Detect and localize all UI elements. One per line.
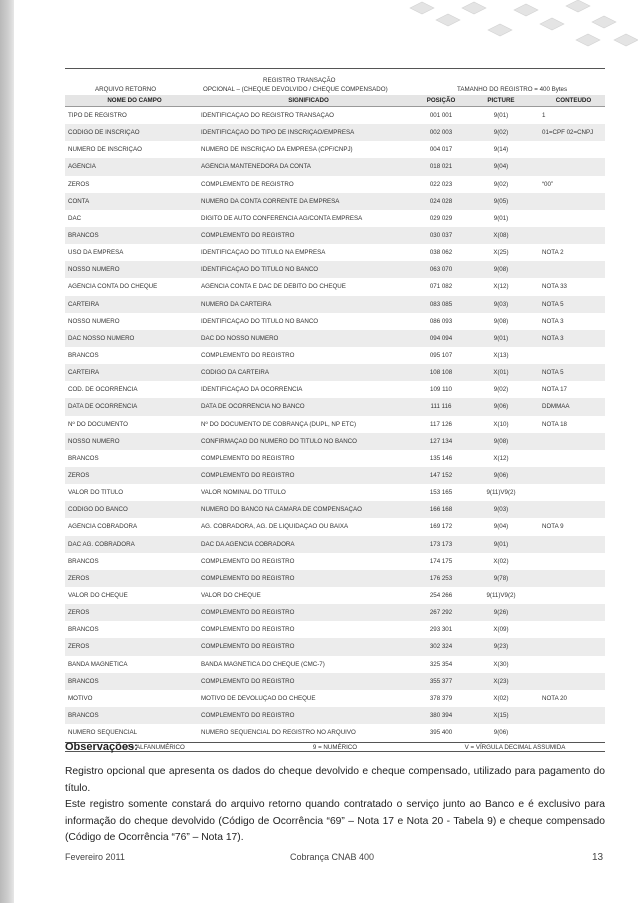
field-picture: 9(03)	[493, 300, 509, 308]
field-position: 117 126	[430, 420, 452, 428]
table-row	[65, 210, 605, 227]
field-position: 293 301	[429, 626, 453, 634]
field-name: CARTEIRA	[68, 369, 100, 377]
field-position: 108 108	[429, 369, 453, 377]
field-picture: X(02)	[493, 694, 509, 702]
field-meaning: COMPLEMENTO DO REGISTRO	[201, 626, 295, 634]
field-picture: 9(02)	[493, 386, 509, 394]
table-row	[65, 193, 605, 210]
table-row	[65, 587, 605, 604]
field-content: NOTA 20	[542, 694, 567, 702]
field-name: MOTIVO	[68, 694, 93, 702]
field-name: CARTEIRA	[68, 300, 100, 308]
field-meaning: MOTIVO DE DEVOLUÇÃO DO CHEQUE	[201, 694, 316, 702]
field-meaning: IDENTIFICAÇÃO DO REGISTRO TRANSAÇÃO	[201, 112, 334, 120]
legend-virgula: V = VÍRGULA DECIMAL ASSUMIDA	[464, 743, 566, 751]
col-nome-campo: NOME DO CAMPO	[107, 97, 162, 104]
footer-date: Fevereiro 2011	[65, 852, 125, 862]
table-header-block	[65, 68, 605, 95]
field-name: CÓDIGO DE INSCRIÇÃO	[68, 129, 140, 137]
field-position: 086 093	[429, 317, 453, 325]
field-name: AGÊNCIA COBRADORA	[68, 523, 138, 531]
field-name: NOSSO NÚMERO	[68, 437, 120, 445]
field-name: ZEROS	[68, 574, 90, 582]
field-picture: 9(08)	[493, 266, 509, 274]
field-meaning: COMPLEMENTO DO REGISTRO	[201, 609, 295, 617]
field-content: NOTA 3	[542, 334, 564, 342]
field-name: ZEROS	[68, 643, 90, 651]
field-name: ZEROS	[68, 180, 90, 188]
field-name: BRANCOS	[68, 352, 99, 360]
field-name: BRANCOS	[68, 677, 99, 685]
field-picture: X(09)	[493, 626, 509, 634]
field-name: BANDA MAGNÉTICA	[68, 660, 128, 668]
field-name: AGÊNCIA	[68, 163, 96, 171]
field-content: 1	[542, 112, 546, 120]
observacoes-paragraph-2: Este registro somente constará do arquivo retorno quando contratado o serviço junto ao Banco e é exclusivo para informação do cheque devolvido (Código de Ocorrência “69” – Nota 17 e Nota 20 - Tabela 9) e cheque compensado (Código de Ocorrência “76” – Nota 17).	[65, 799, 605, 843]
field-picture: 9(02)	[493, 180, 509, 188]
field-name: BRANCOS	[68, 557, 99, 565]
table-row	[65, 261, 605, 278]
field-content: NOTA 9	[542, 523, 564, 531]
table-row	[65, 107, 605, 124]
field-picture: X(15)	[493, 711, 509, 719]
field-position: 109 110	[430, 386, 452, 394]
col-posicao: POSIÇÃO	[426, 97, 456, 104]
table-row	[65, 141, 605, 158]
field-name: NÚMERO SEQÜENCIAL	[68, 729, 138, 737]
table-row	[65, 673, 605, 690]
field-position: 395 400	[429, 729, 453, 737]
field-meaning: NÚMERO DO BANCO NA CÂMARA DE COMPENSAÇÃO	[201, 506, 362, 514]
field-position: 267 292	[429, 609, 453, 617]
field-position: 030 037	[429, 232, 453, 240]
field-meaning: CONFIRMAÇÃO DO NÚMERO DO TÍTULO NO BANCO	[201, 437, 357, 445]
field-content: NOTA 5	[542, 369, 564, 377]
field-position: 071 082	[429, 283, 453, 291]
table-row	[65, 570, 605, 587]
field-picture: X(13)	[493, 352, 509, 360]
field-position: 001 001	[429, 112, 453, 120]
field-position: 094 094	[429, 334, 453, 342]
observacoes-paragraph-1: Registro opcional que apresenta os dados do cheque devolvido e cheque compensado, utilizado para pagamento do título.	[65, 766, 605, 794]
legend-alfanumerico: X = ALFANUMÉRICO	[125, 743, 185, 751]
field-picture: X(12)	[493, 283, 509, 291]
field-picture: 9(02)	[493, 129, 509, 137]
field-position: 169 172	[429, 523, 453, 531]
table-body	[65, 107, 605, 741]
table-row	[65, 278, 605, 295]
field-name: USO DA EMPRESA	[68, 249, 124, 257]
field-content: NOTA 3	[542, 317, 564, 325]
field-content: NOTA 2	[542, 249, 564, 257]
field-meaning: VALOR NOMINAL DO TÍTULO	[201, 489, 286, 497]
field-position: 135 146	[429, 454, 453, 462]
field-content: NOTA 18	[542, 420, 567, 428]
field-picture: X(08)	[493, 232, 509, 240]
field-picture: 9(01)	[493, 540, 509, 548]
field-position: 024 028	[429, 197, 453, 205]
table-row	[65, 450, 605, 467]
field-name: AGÊNCIA CONTA DO CHEQUE	[68, 283, 158, 291]
field-position: 083 085	[429, 300, 453, 308]
arquivo-label: ARQUIVO RETORNO	[95, 86, 157, 93]
field-picture: 9(01)	[493, 214, 509, 222]
field-meaning: AGÊNCIA CONTA E DAC DE DÉBITO DO CHEQUE	[201, 283, 346, 291]
table-row	[65, 176, 605, 193]
field-meaning: IDENTIFICAÇÃO DO TÍTULO NO BANCO	[201, 317, 319, 325]
table-row	[65, 484, 605, 501]
field-name: BRANCOS	[68, 454, 99, 462]
field-picture: 9(08)	[493, 317, 509, 325]
field-meaning: COMPLEMENTO DO REGISTRO	[201, 557, 295, 565]
registro-subtitle: OPCIONAL – (CHEQUE DEVOLVIDO / CHEQUE COMPENSADO)	[203, 86, 388, 93]
field-meaning: COMPLEMENTO DO REGISTRO	[201, 643, 295, 651]
field-picture: X(02)	[493, 557, 509, 565]
table-row	[65, 244, 605, 261]
field-meaning: DÍGITO DE AUTO CONFERÊNCIA AG/CONTA EMPRESA	[201, 214, 363, 222]
field-content: DDMMAA	[542, 403, 570, 411]
field-meaning: NÚMERO DA CONTA CORRENTE DA EMPRESA	[201, 197, 340, 205]
table-row	[65, 536, 605, 553]
table-row	[65, 656, 605, 673]
field-picture: 9(23)	[493, 643, 509, 651]
field-picture: X(23)	[493, 677, 509, 685]
table-row	[65, 124, 605, 141]
table-row	[65, 553, 605, 570]
table-row	[65, 296, 605, 313]
table-row	[65, 707, 605, 724]
field-meaning: NÚMERO DE INSCRIÇÃO DA EMPRESA (CPF/CNPJ)	[201, 146, 353, 154]
field-position: 063 070	[429, 266, 453, 274]
field-meaning: COMPLEMENTO DO REGISTRO	[201, 232, 295, 240]
table-row	[65, 467, 605, 484]
table-row	[65, 364, 605, 381]
field-meaning: COMPLEMENTO DO REGISTRO	[201, 711, 295, 719]
table-row	[65, 416, 605, 433]
field-position: 378 379	[429, 694, 453, 702]
field-meaning: COMPLEMENTO DO REGISTRO	[201, 677, 295, 685]
field-meaning: IDENTIFICAÇÃO DO TIPO DE INSCRIÇÃO/EMPRESA	[201, 129, 355, 137]
field-position: 095 107	[429, 352, 453, 360]
field-picture: 9(05)	[493, 197, 509, 205]
field-meaning: IDENTIFICAÇÃO DO TÍTULO NA EMPRESA	[201, 249, 326, 257]
field-content: NOTA 5	[542, 300, 564, 308]
col-picture: PICTURE	[487, 97, 515, 104]
table-row	[65, 330, 605, 347]
field-picture: 9(08)	[493, 437, 509, 445]
table-row	[65, 158, 605, 175]
field-content: NOTA 33	[542, 283, 567, 291]
field-name: BRANCOS	[68, 711, 99, 719]
field-meaning: IDENTIFICAÇÃO DO TÍTULO NO BANCO	[201, 266, 319, 274]
table-row	[65, 621, 605, 638]
table-row	[65, 347, 605, 364]
table-row	[65, 604, 605, 621]
field-name: DAC AG. COBRADORA	[68, 540, 135, 548]
field-position: 002 003	[429, 129, 453, 137]
field-name: DAC NOSSO NÚMERO	[68, 334, 135, 342]
table-row	[65, 227, 605, 244]
field-name: CONTA	[68, 197, 90, 205]
field-position: 004 017	[429, 146, 453, 154]
legend-numerico: 9 = NUMÉRICO	[312, 743, 358, 751]
field-name: BRANCOS	[68, 626, 99, 634]
field-name: CÓD. DE OCORRÊNCIA	[68, 386, 138, 394]
field-position: 029 029	[429, 214, 453, 222]
field-name: CÓDIGO DO BANCO	[68, 506, 128, 514]
field-name: NÚMERO DE INSCRIÇÃO	[68, 146, 142, 154]
field-picture: X(12)	[493, 454, 509, 462]
table-row	[65, 398, 605, 415]
field-meaning: DAC DO NOSSO NÚMERO	[201, 334, 279, 342]
field-name: VALOR DO CHEQUE	[68, 592, 128, 599]
footer-center: Cobrança CNAB 400	[290, 852, 375, 862]
page-number: 13	[592, 852, 604, 863]
field-name: ZEROS	[68, 609, 90, 617]
field-picture: 9(14)	[493, 146, 509, 154]
field-meaning: COMPLEMENTO DO REGISTRO	[201, 454, 295, 462]
field-position: 111 116	[430, 403, 452, 411]
field-position: 022 023	[429, 180, 453, 188]
field-picture: 9(04)	[493, 523, 509, 531]
field-position: 174 175	[429, 557, 453, 565]
field-content: “00”	[542, 180, 554, 188]
field-name: Nº DO DOCUMENTO	[68, 420, 128, 428]
table-row	[65, 638, 605, 655]
field-position: 038 062	[429, 249, 453, 257]
field-picture: 9(11)V9(2)	[486, 592, 516, 599]
tamanho-label: TAMANHO DO REGISTRO = 400 Bytes	[457, 86, 568, 93]
table-row	[65, 381, 605, 398]
table-row	[65, 501, 605, 518]
field-content: 01=CPF 02=CNPJ	[542, 129, 594, 137]
field-name: NOSSO NÚMERO	[68, 266, 120, 274]
field-picture: X(30)	[493, 660, 509, 668]
field-meaning: Nº DO DOCUMENTO DE COBRANÇA (DUPL, NP ETC)	[201, 420, 357, 428]
field-name: NOSSO NÚMERO	[68, 317, 120, 325]
field-name: TIPO DE REGISTRO	[68, 112, 127, 120]
field-meaning: COMPLEMENTO DO REGISTRO	[201, 574, 295, 582]
field-position: 173 173	[429, 540, 453, 548]
record-layout-table	[65, 68, 605, 752]
field-picture: 9(78)	[493, 574, 509, 582]
field-position: 302 324	[429, 643, 453, 651]
field-picture: 9(06)	[493, 729, 509, 737]
field-meaning: CÓDIGO DA CARTEIRA	[201, 369, 269, 377]
field-content: NOTA 17	[542, 386, 567, 394]
table-row	[65, 433, 605, 450]
field-meaning: NUMERO DA CARTEIRA	[201, 300, 272, 308]
observacoes-title: Observações:	[65, 741, 138, 753]
field-position: 153 165	[429, 489, 453, 497]
field-meaning: NÚMERO SEQÜENCIAL DO REGISTRO NO ARQUIVO	[201, 729, 356, 737]
field-picture: 9(03)	[493, 506, 509, 514]
field-meaning: VALOR DO CHEQUE	[201, 592, 261, 599]
decorative-cube-pattern	[400, 0, 638, 60]
field-meaning: COMPLEMENTO DO REGISTRO	[201, 472, 295, 480]
field-position: 147 152	[429, 472, 453, 480]
field-meaning: DATA DE OCORRÊNCIA NO BANCO	[201, 403, 305, 411]
field-picture: 9(11)V9(2)	[486, 489, 516, 497]
field-picture: 9(04)	[493, 163, 509, 171]
field-name: DAC	[68, 214, 82, 222]
field-picture: X(10)	[493, 420, 509, 428]
field-name: BRANCOS	[68, 232, 99, 240]
field-meaning: DAC DA AGÊNCIA COBRADORA	[201, 540, 295, 548]
field-position: 355 377	[429, 677, 453, 685]
field-position: 380 394	[429, 711, 453, 719]
field-picture: X(01)	[493, 369, 509, 377]
field-position: 325 354	[429, 660, 453, 668]
field-position: 018 021	[429, 163, 453, 171]
field-name: VALOR DO TÍTULO	[68, 489, 124, 497]
col-conteudo: CONTEÚDO	[555, 97, 592, 104]
field-picture: 9(26)	[493, 609, 509, 617]
field-position: 127 134	[429, 437, 453, 445]
field-meaning: AGÊNCIA MANTENEDORA DA CONTA	[201, 163, 311, 171]
field-picture: 9(06)	[493, 472, 509, 480]
field-meaning: COMPLEMENTO DE REGISTRO	[201, 180, 294, 188]
field-position: 254 266	[429, 592, 453, 599]
field-meaning: AG. COBRADORA, AG. DE LIQUIDAÇÃO OU BAIXA	[201, 523, 349, 531]
field-picture: X(25)	[493, 249, 509, 257]
field-meaning: BANDA MAGNÉTICA DO CHEQUE (CMC-7)	[201, 660, 325, 668]
field-meaning: IDENTIFICAÇÃO DA OCORRÊNCIA	[201, 386, 303, 394]
field-position: 166 168	[429, 506, 453, 514]
field-picture: 9(01)	[493, 112, 509, 120]
registro-title: REGISTRO TRANSAÇÃO	[263, 77, 336, 84]
column-headers	[65, 95, 605, 107]
left-margin-bar	[0, 0, 14, 903]
table-row	[65, 518, 605, 535]
field-meaning: COMPLEMENTO DO REGISTRO	[201, 352, 295, 360]
field-picture: 9(01)	[493, 334, 509, 342]
col-significado: SIGNIFICADO	[288, 97, 329, 104]
field-name: ZEROS	[68, 472, 90, 480]
field-picture: 9(06)	[493, 403, 509, 411]
table-row	[65, 313, 605, 330]
field-position: 176 253	[429, 574, 453, 582]
table-row	[65, 690, 605, 707]
field-name: DATA DE OCORRÊNCIA	[68, 403, 138, 411]
